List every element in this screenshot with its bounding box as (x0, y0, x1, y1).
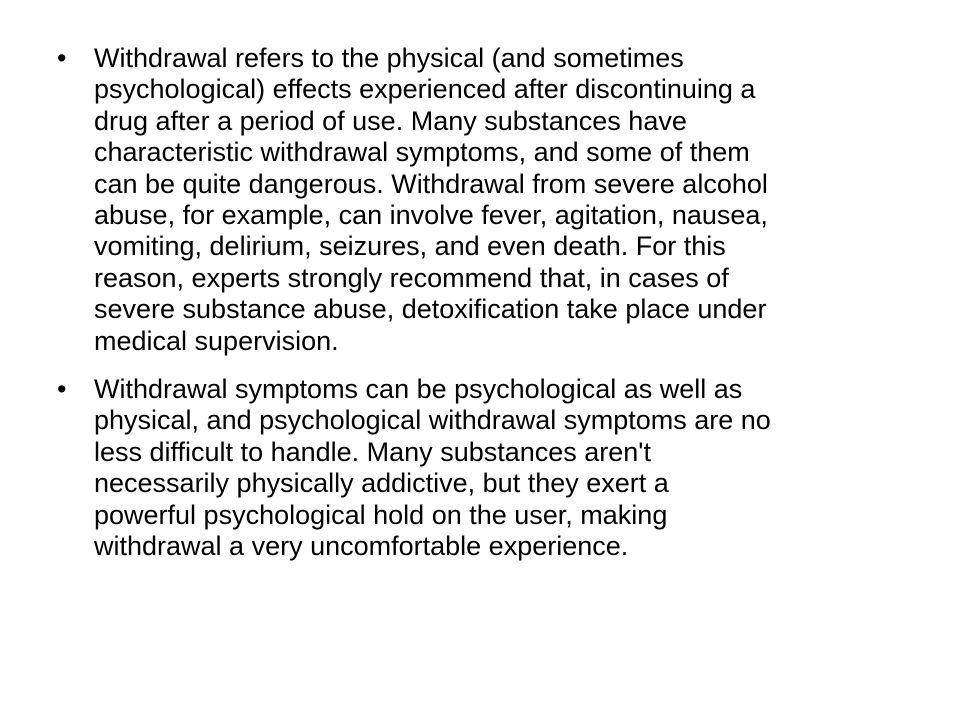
text-line: drug after a period of use. Many substances have (94, 105, 687, 136)
text-line: physical, and psychological withdrawal symptoms are no (94, 405, 771, 436)
text-line: vomiting, delirium, seizures, and even death. For this (94, 231, 726, 262)
text-line: Withdrawal symptoms can be psychological as well as (94, 374, 743, 405)
text-line: withdrawal a very uncomfortable experience. (94, 531, 629, 562)
text-line: characteristic withdrawal symptoms, and some of them (94, 137, 750, 168)
text-line: medical supervision. (94, 325, 339, 356)
text-line: psychological) effects experienced after discontinuing a (94, 74, 756, 105)
bullet-list (57, 43, 897, 580)
bullet-item-withdrawal-definition (57, 43, 897, 357)
text-line: can be quite dangerous. Withdrawal from severe alcohol (94, 168, 768, 199)
text-line: necessarily physically addictive, but they exert a (94, 468, 669, 499)
text-line: severe substance abuse, detoxification take place under (94, 294, 767, 325)
text-line: Withdrawal refers to the physical (and sometimes (94, 43, 684, 73)
bullet-item-psychological-symptoms (57, 374, 897, 562)
bullet-dot-icon: • (57, 43, 67, 73)
text-line: powerful psychological hold on the user, making (94, 499, 668, 530)
text-line: less difficult to handle. Many substances aren't (94, 436, 651, 467)
text-line: abuse, for example, can involve fever, agitation, nausea, (94, 200, 768, 231)
bullet-dot-icon: • (57, 374, 67, 405)
text-line: reason, experts strongly recommend that, in cases of (94, 262, 729, 293)
